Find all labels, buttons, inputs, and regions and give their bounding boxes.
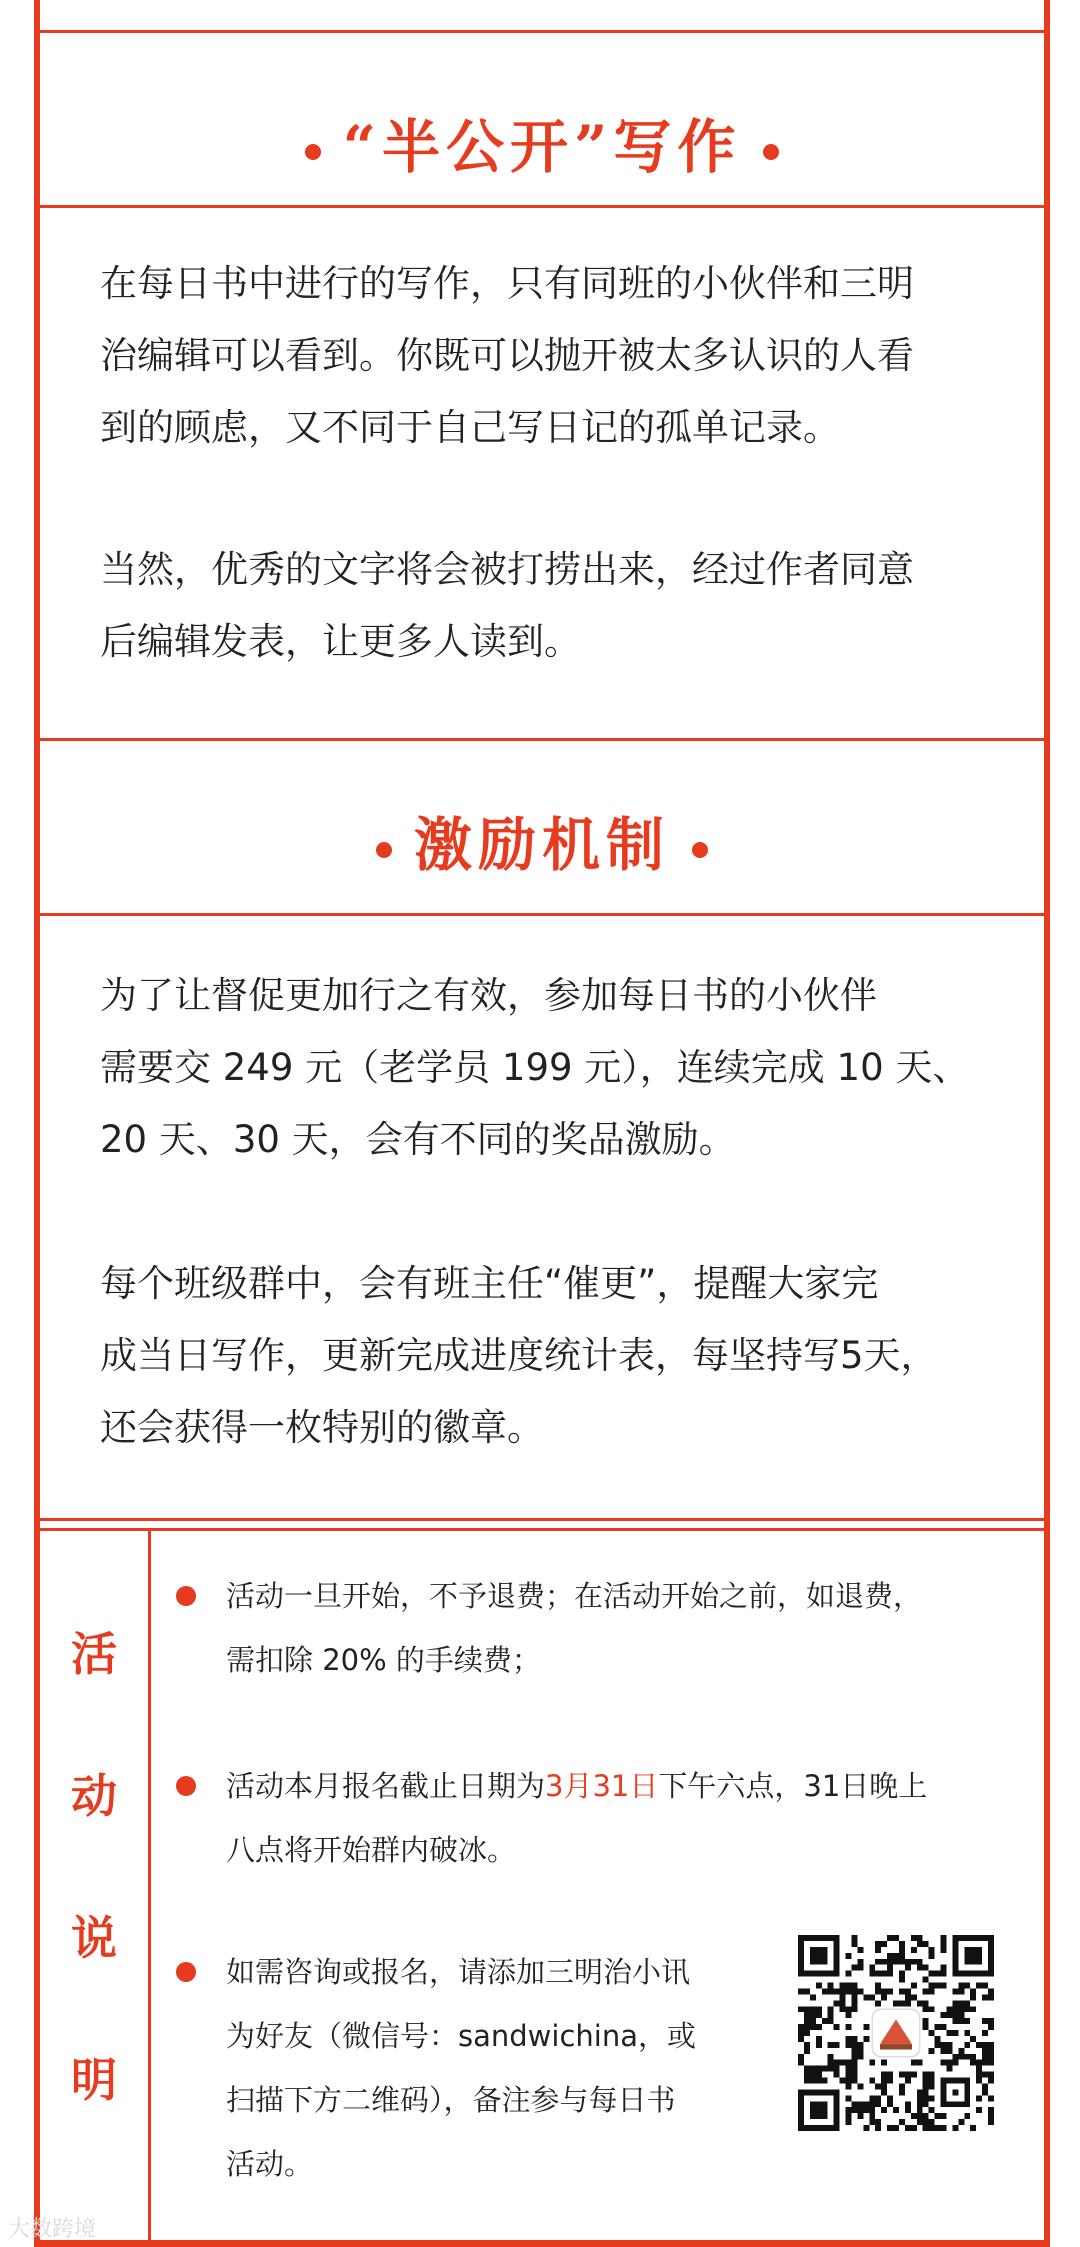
deadline-date-highlight: 3月31日 xyxy=(545,1769,659,1803)
paragraph xyxy=(100,960,1020,1176)
paragraph-line: 治编辑可以看到。你既可以抛开被太多认识的人看 xyxy=(100,334,914,377)
note-line: 活动一旦开始，不予退费；在活动开始之前，如退费， xyxy=(226,1579,923,1613)
paragraph xyxy=(100,1248,1020,1464)
note-text: 活动本月报名截止日期为 xyxy=(226,1769,546,1803)
frame-bottom-border xyxy=(34,2240,1050,2247)
paragraph xyxy=(100,248,1020,464)
note-line: 为好友（微信号：sandwichina，或 xyxy=(226,2019,696,2053)
divider xyxy=(34,1528,1050,1531)
bullet-dot-icon xyxy=(763,144,779,160)
paragraph-line: 在每日书中进行的写作，只有同班的小伙伴和三明 xyxy=(100,262,914,305)
notes-label-char: 活 xyxy=(71,1627,117,1681)
wechat-qr-code[interactable] xyxy=(798,1935,994,2131)
notes-column-divider xyxy=(148,1530,151,2240)
paragraph-line: 每个班级群中，会有班主任“催更”，提醒大家完 xyxy=(100,1262,879,1305)
divider xyxy=(34,205,1050,208)
divider xyxy=(34,1518,1050,1521)
note-item xyxy=(226,1940,696,2196)
paragraph-line: 为了让督促更加行之有效，参加每日书的小伙伴 xyxy=(100,974,877,1017)
paragraph-line: 后编辑发表，让更多人读到。 xyxy=(100,620,581,663)
frame-right-border xyxy=(1044,0,1050,2247)
bullet-dot-icon xyxy=(305,144,321,160)
divider xyxy=(34,738,1050,741)
note-item xyxy=(226,1564,922,1692)
note-line: 如需咨询或报名，请添加三明治小讯 xyxy=(226,1955,691,1989)
notes-label-char: 动 xyxy=(71,1769,117,1823)
bullet-dot-icon xyxy=(176,1776,196,1796)
paragraph-line: 需要交 249 元（老学员 199 元），连续完成 10 天、 xyxy=(100,1046,970,1089)
divider xyxy=(34,30,1050,33)
section-title-text: 激励机制 xyxy=(413,811,670,879)
paragraph-line: 还会获得一枚特别的徽章。 xyxy=(100,1406,544,1449)
section-title xyxy=(40,100,1044,184)
paragraph-line: 当然，优秀的文字将会被打捞出来，经过作者同意 xyxy=(100,548,914,591)
divider xyxy=(34,913,1050,916)
paragraph-line: 到的顾虑，又不同于自己写日记的孤单记录。 xyxy=(100,406,840,449)
note-line xyxy=(226,1754,927,1818)
note-text: 下午六点，31日晚上 xyxy=(658,1769,928,1803)
note-line: 八点将开始群内破冰。 xyxy=(226,1833,517,1867)
bullet-dot-icon xyxy=(176,1586,196,1606)
notes-label-char: 明 xyxy=(71,2053,117,2107)
watermark: 大数跨境 xyxy=(8,2217,97,2242)
paragraph-line: 20 天、30 天，会有不同的奖品激励。 xyxy=(100,1118,736,1161)
section-title xyxy=(40,798,1044,882)
bullet-dot-icon xyxy=(176,1962,196,1982)
note-line: 需扣除 20% 的手续费； xyxy=(226,1643,541,1677)
bullet-dot-icon xyxy=(692,842,708,858)
paragraph xyxy=(100,534,1020,678)
paragraph-line: 成当日写作，更新完成进度统计表，每坚持写5天， xyxy=(100,1334,938,1377)
section-title-text: “半公开”写作 xyxy=(342,113,742,181)
note-line: 扫描下方二维码），备注参与每日书 xyxy=(226,2083,676,2117)
bullet-dot-icon xyxy=(376,842,392,858)
note-item xyxy=(226,1754,927,1882)
note-line: 活动。 xyxy=(226,2147,314,2181)
notes-label-char: 说 xyxy=(71,1911,117,1965)
